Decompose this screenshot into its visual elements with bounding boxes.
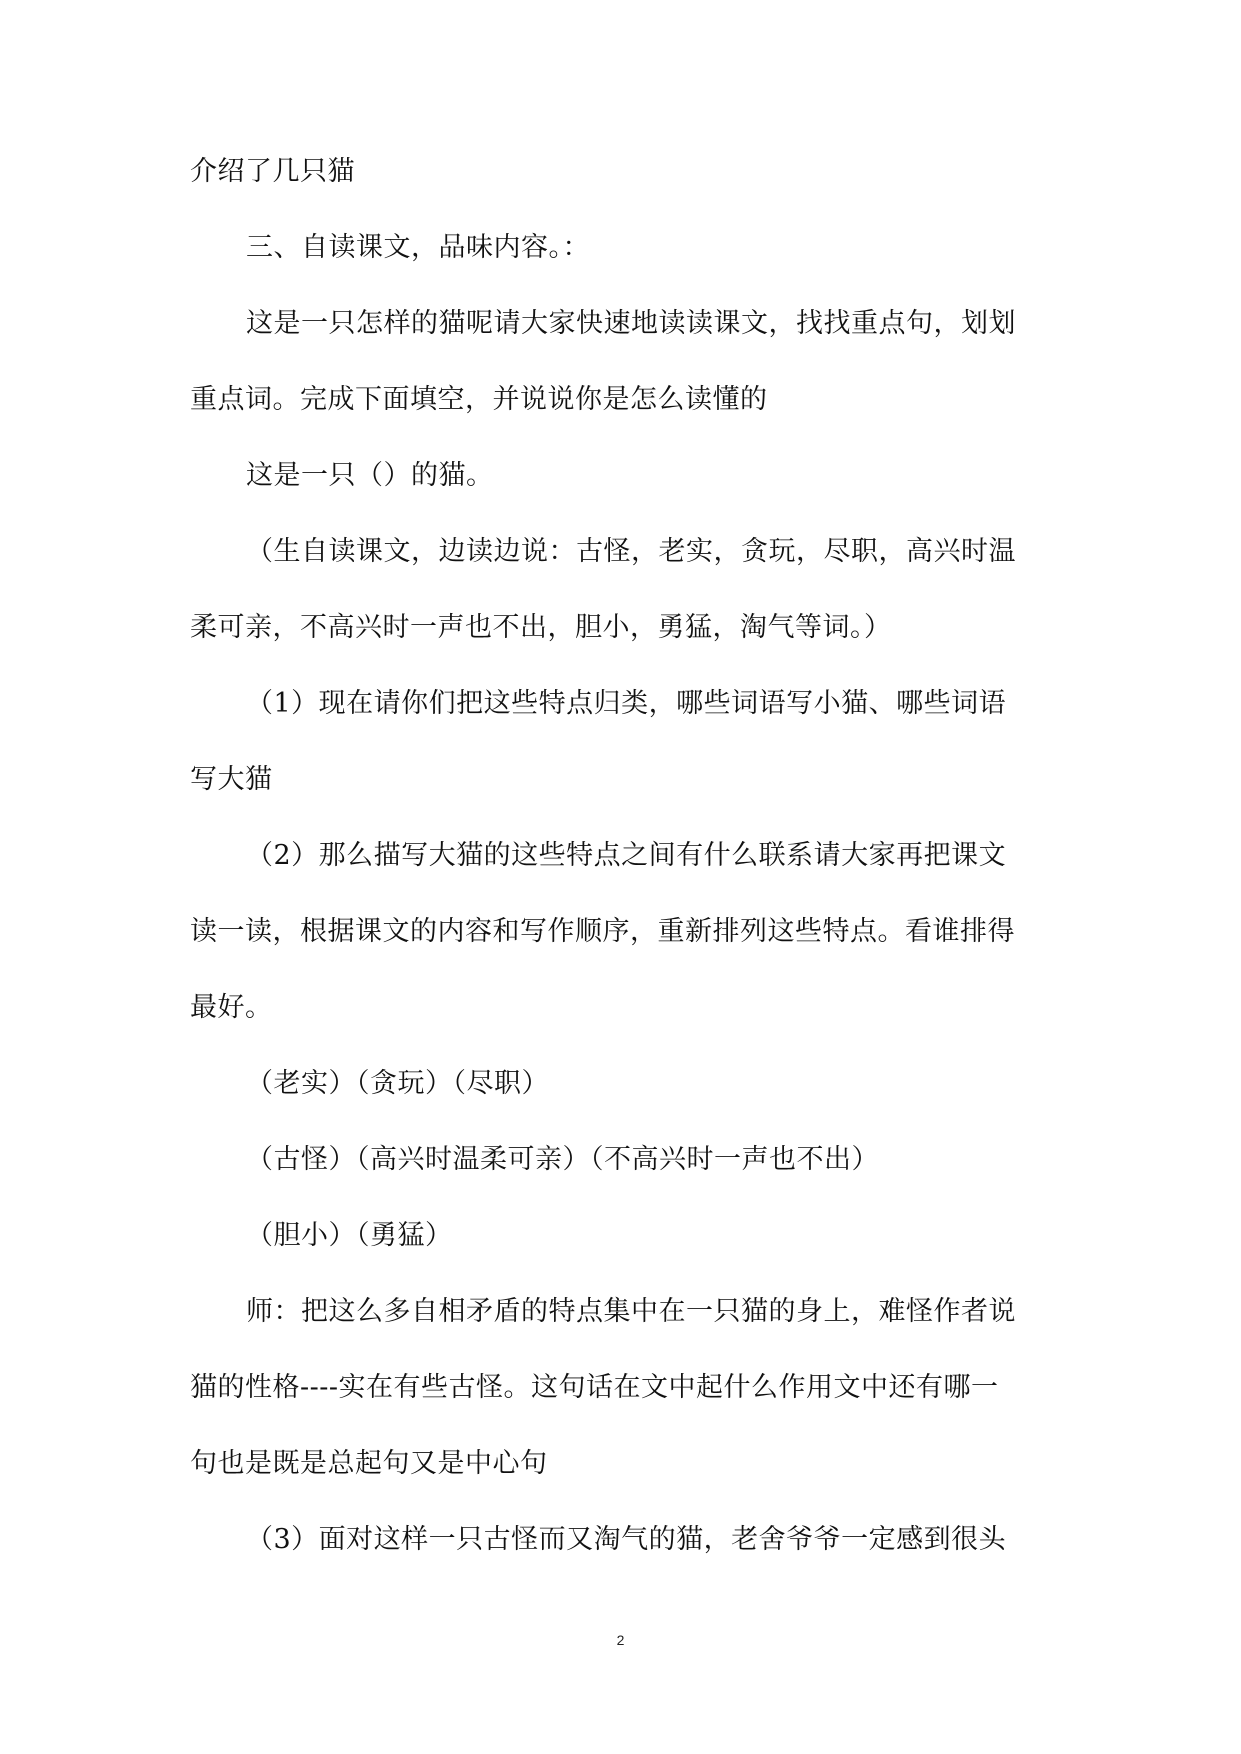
- paragraph-line: 介绍了几只猫: [190, 156, 355, 187]
- paragraph-line: 重点词。完成下面填空，并说说你是怎么读懂的: [190, 384, 768, 415]
- paragraph-line: （生自读课文，边读边说：古怪，老实，贪玩，尽职，高兴时温: [246, 536, 1016, 567]
- paragraph-line: （3）面对这样一只古怪而又淘气的猫，老舍爷爷一定感到很头: [246, 1524, 1007, 1555]
- paragraph-line: 猫的性格----实在有些古怪。这句话在文中起什么作用文中还有哪一: [190, 1372, 999, 1403]
- paragraph-line: （老实）（贪玩）（尽职）: [246, 1068, 549, 1099]
- paragraph-line: （古怪）（高兴时温柔可亲）（不高兴时一声也不出）: [246, 1144, 879, 1175]
- paragraph-line: 句也是既是总起句又是中心句: [190, 1448, 548, 1479]
- paragraph-line: 师：把这么多自相矛盾的特点集中在一只猫的身上，难怪作者说: [246, 1296, 1016, 1327]
- paragraph-line: 这是一只（）的猫。: [246, 460, 494, 491]
- paragraph-line: （胆小）（勇猛）: [246, 1220, 453, 1251]
- paragraph-line: 写大猫: [190, 764, 273, 795]
- paragraph-line: （1）现在请你们把这些特点归类，哪些词语写小猫、哪些词语: [246, 688, 1007, 719]
- paragraph-line: 这是一只怎样的猫呢请大家快速地读读课文，找找重点句，划划: [246, 308, 1016, 339]
- paragraph-line: 读一读，根据课文的内容和写作顺序，重新排列这些特点。看谁排得: [190, 916, 1015, 947]
- paragraph-line: 最好。: [190, 992, 273, 1023]
- section-heading: 三、自读课文，品味内容。：: [246, 232, 590, 263]
- page-number: 2: [616, 1632, 625, 1648]
- body-text: [190, 142, 1058, 1586]
- paragraph-line: （2）那么描写大猫的这些特点之间有什么联系请大家再把课文: [246, 840, 1007, 871]
- paragraph-line: 柔可亲，不高兴时一声也不出，胆小，勇猛，淘气等词。）: [190, 612, 892, 643]
